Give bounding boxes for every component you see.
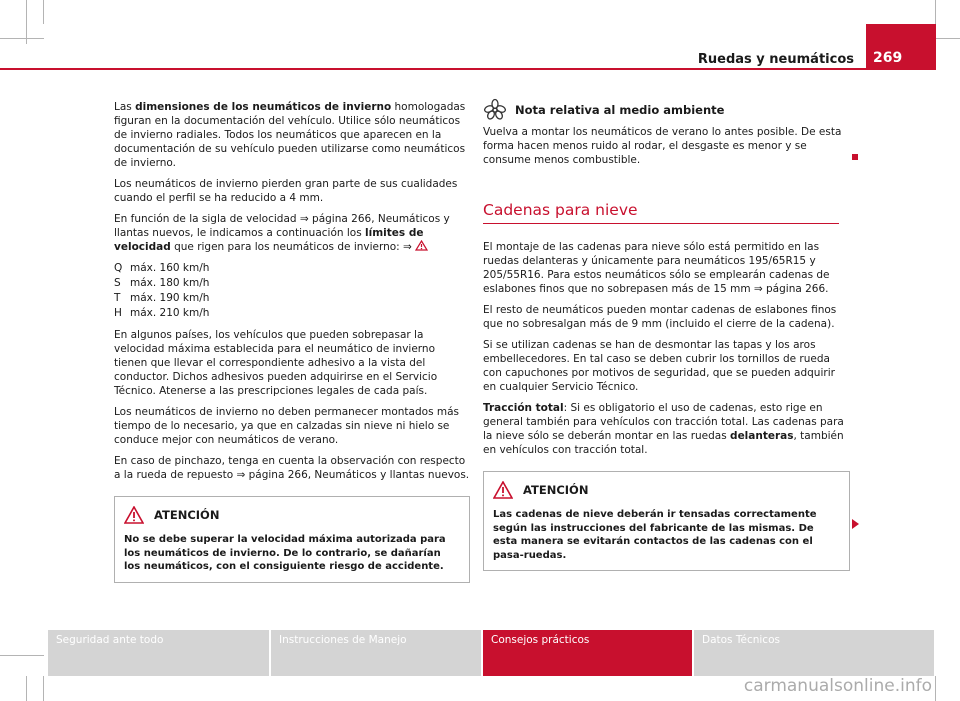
- warning-title: ATENCIÓN: [154, 508, 220, 522]
- header-rule: [0, 68, 866, 70]
- paragraph: Los neumáticos de invierno pierden gran parte de sus cualidades cuando el perfil se ha reducido a 4 mm.: [114, 178, 458, 204]
- section-end-marker: [852, 154, 858, 160]
- warning-header: [493, 472, 840, 508]
- flower-icon: [483, 98, 507, 122]
- footer-tab-technical-data[interactable]: Datos Técnicos: [694, 630, 934, 676]
- crop-mark: [43, 0, 44, 24]
- warning-box: [114, 496, 470, 583]
- paragraph: Los neumáticos de invierno no deben permanecer montados más tiempo de lo necesario, ya que en calzadas sin nieve ni hielo se conduce mejor con neumáticos de verano.: [114, 406, 460, 446]
- footer-tab-instructions[interactable]: Instrucciones de Manejo: [271, 630, 481, 676]
- paragraph: Las dimensiones de los neumáticos de invierno homologadas figuran en la documentación del vehículo. Utilice sólo neumáticos de invierno radiales. Todos los neumáticos que aparecen en la documentación de su vehículo pueden utilizarse como neumáticos de invierno.: [114, 101, 466, 169]
- crop-mark: [935, 0, 936, 24]
- crop-mark: [935, 676, 936, 701]
- warning-text: Las cadenas de nieve deberán ir tensadas correctamente según las instrucciones del fabricante de las mismas. De esta manera se evitarán contactos de las cadenas con el pasa-ruedas.: [493, 509, 817, 561]
- paragraph: El resto de neumáticos pueden montar cadenas de eslabones finos que no sobresalgan más de 9 mm (incluido el cierre de la cadena).: [483, 304, 837, 330]
- paragraph: Si se utilizan cadenas se han de desmontar las tapas y los aros embellecedores. En tal caso se deben cubrir los tornillos de rueda con capuchones por motivos de seguridad, que se pueden adquirir en cualquier Servicio Técnico.: [483, 339, 835, 393]
- crop-mark: [26, 0, 27, 44]
- footer-tab-safety[interactable]: Seguridad ante todo: [48, 630, 269, 676]
- crop-mark: [0, 655, 44, 656]
- warning-title: ATENCIÓN: [523, 483, 589, 497]
- watermark: carmanualsonline.info: [743, 676, 932, 696]
- environment-note-title: Nota relativa al medio ambiente: [515, 103, 725, 117]
- left-column: [114, 100, 470, 583]
- paragraph: En caso de pinchazo, tenga en cuenta la observación con respecto a la rueda de repuesto ⇒ página 266, Neumáticos y llantas nuevos.: [114, 455, 470, 481]
- warning-text: No se debe superar la velocidad máxima autorizada para los neumáticos de invierno. De lo contrario, se dañarían los neumáticos, con el consiguiente riesgo de accidente.: [124, 534, 446, 572]
- warning-triangle-icon: [493, 481, 513, 499]
- crop-mark: [936, 38, 960, 39]
- speed-limit-row: S máx. 180 km/h: [114, 277, 210, 289]
- section-heading: Cadenas para nieve: [483, 191, 839, 224]
- environment-note-text: Vuelva a montar los neumáticos de verano lo antes posible. De esta forma hacen menos ruido al rodar, el desgaste es menor y se consume menos combustible.: [483, 126, 842, 166]
- crop-mark: [0, 38, 44, 39]
- warning-box: [483, 471, 850, 571]
- header-section-title: Ruedas y neumáticos: [697, 52, 854, 67]
- crop-mark: [26, 676, 27, 701]
- page-number: 269: [873, 50, 903, 66]
- paragraph: En función de la sigla de velocidad ⇒ página 266, Neumáticos y llantas nuevos, le indicamos a continuación los límites de velocidad que rigen para los neumáticos de invierno: ⇒: [114, 213, 450, 253]
- speed-limit-row: H máx. 210 km/h: [114, 307, 210, 319]
- continue-arrow-icon: [852, 519, 859, 529]
- spacer: [483, 224, 850, 240]
- warning-header: [124, 497, 460, 533]
- speed-limit-list: [114, 261, 470, 321]
- warning-icon[interactable]: [415, 240, 428, 251]
- paragraph: Tracción total: Si es obligatorio el uso de cadenas, esto rige en general también para vehículos con tracción total. Las cadenas para la nieve sólo se deberán montar en las ruedas delanteras, también en vehículos con tracción total.: [483, 402, 844, 456]
- crop-mark: [43, 676, 44, 701]
- paragraph: El montaje de las cadenas para nieve sólo está permitido en las ruedas delanteras y únicamente para neumáticos 195/65R15 y 205/55R16. Para estos neumáticos sólo se emplearán cadenas de eslabones finos que no sobrepasen más de 15 mm ⇒ página 266.: [483, 241, 830, 295]
- warning-triangle-icon: [124, 506, 144, 524]
- speed-limit-row: T máx. 190 km/h: [114, 292, 210, 304]
- right-column: [483, 95, 850, 571]
- footer-tab-practical-tips[interactable]: Consejos prácticos: [483, 630, 692, 676]
- speed-limit-row: Q máx. 160 km/h: [114, 262, 210, 274]
- paragraph: En algunos países, los vehículos que pueden sobrepasar la velocidad máxima establecida para el neumático de invierno tienen que llevar el correspondiente adhesivo a la vista del conductor. Dichos adhesivos pueden adquirirse en el Servicio Técnico. Atenerse a las prescripciones legales de cada país.: [114, 329, 438, 397]
- environment-note-header: [483, 95, 850, 125]
